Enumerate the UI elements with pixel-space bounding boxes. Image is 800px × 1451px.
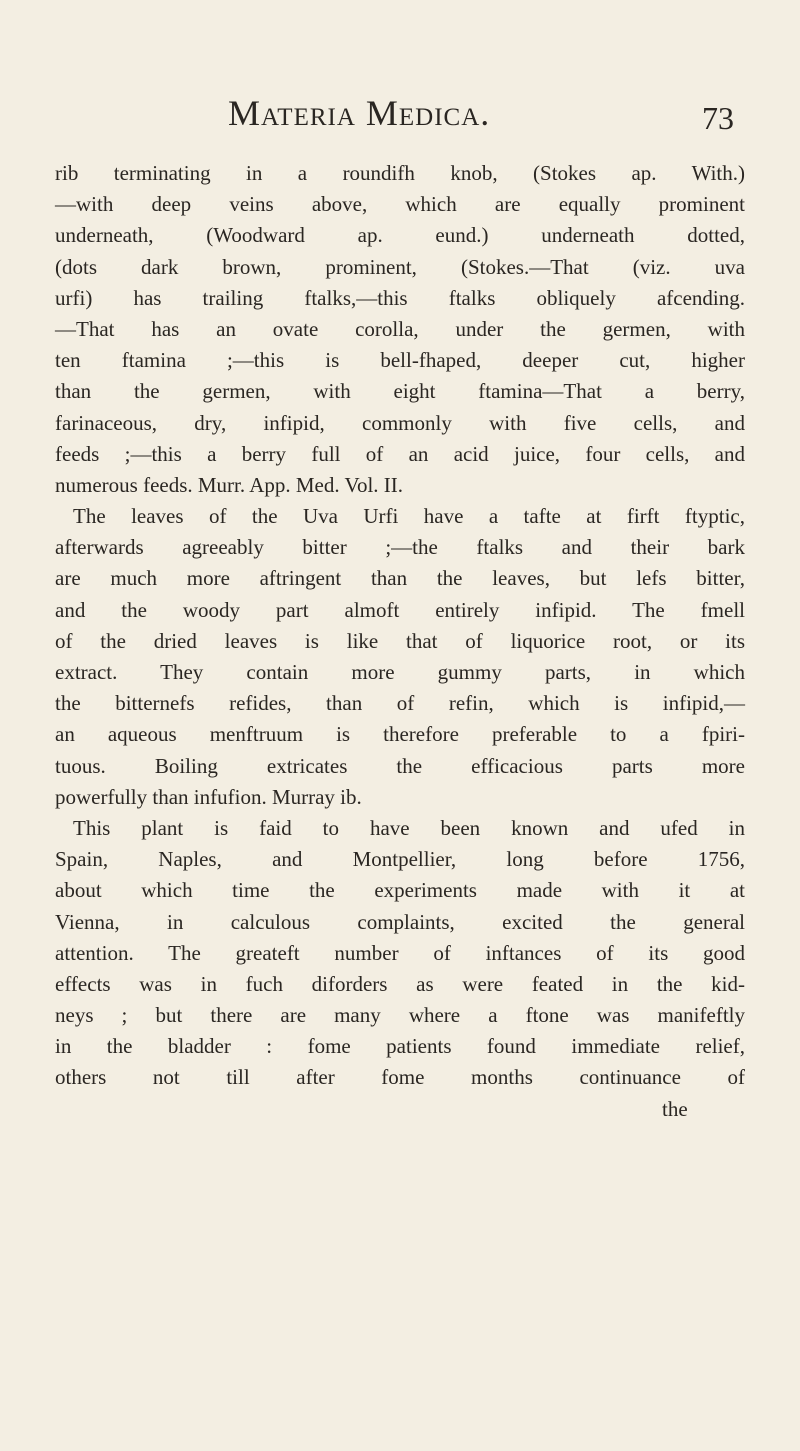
text-line: farinaceous, dry, infipid, commonly with five cells, and <box>55 410 745 435</box>
text-line: Spain, Naples, and Montpellier, long before 1756, <box>55 847 745 872</box>
text-line: in the bladder : fome patients found immediate relief, <box>55 1034 745 1059</box>
text-line: extract. They contain more gummy parts, in which <box>55 660 745 684</box>
text-line: urfi) has trailing ftalks,—this ftalks obliquely afcending. <box>55 285 745 310</box>
text-line: are much more aftringent than the leaves, but lefs bitter, <box>55 566 745 591</box>
body-text <box>55 158 745 1125</box>
text-line: underneath, (Woodward ap. eund.) underneath dotted, <box>55 223 745 248</box>
text-line: than the germen, with eight ftamina—That a berry, <box>55 379 745 404</box>
text-line: afterwards agreeably bitter ;—the ftalks and their bark <box>55 535 745 560</box>
text-line: powerfully than infufion. Murray ib. <box>55 784 362 809</box>
text-line: neys ; but there are many where a ftone was manifeftly <box>55 1003 745 1028</box>
text-line: attention. The greateft number of inftances of its good <box>55 940 745 965</box>
text-line: Vienna, in calculous complaints, excited the general <box>55 909 745 934</box>
text-line: numerous feeds. Murr. App. Med. Vol. II. <box>55 472 404 497</box>
text-line: about which time the experiments made with it at <box>55 878 745 903</box>
text-line: (dots dark brown, prominent, (Stokes.—That (viz. uva <box>55 254 745 279</box>
text-line: of the dried leaves is like that of liquorice root, or its <box>55 628 745 653</box>
running-title: Materia Medica. <box>228 93 491 133</box>
page-header <box>0 92 800 152</box>
text-line: rib terminating in a roundifh knob, (Stokes ap. With.) <box>55 161 745 185</box>
text-line: tuous. Boiling extricates the efficacious parts more <box>55 753 745 778</box>
page-number: 73 <box>702 100 734 136</box>
text-line: the bitternefs refides, than of refin, which is infipid,— <box>55 691 745 716</box>
text-line: —with deep veins above, which are equally prominent <box>55 192 745 217</box>
text-line: an aqueous menftruum is therefore preferable to a fpiri- <box>55 722 745 747</box>
text-line: This plant is faid to have been known and ufed in <box>73 815 745 840</box>
text-line: effects was in fuch diforders as were feated in the kid- <box>55 971 745 996</box>
text-line: The leaves of the Uva Urfi have a tafte at firft ftyptic, <box>73 504 745 529</box>
text-line: ten ftamina ;—this is bell-fhaped, deeper cut, higher <box>55 348 745 373</box>
text-line: and the woody part almoft entirely infipid. The fmell <box>55 597 745 622</box>
text-line: feeds ;—this a berry full of an acid juice, four cells, and <box>55 441 745 466</box>
text-line: others not till after fome months continuance of <box>55 1065 745 1090</box>
text-line: —That has an ovate corolla, under the germen, with <box>55 316 745 341</box>
catchword: the <box>662 1096 688 1121</box>
